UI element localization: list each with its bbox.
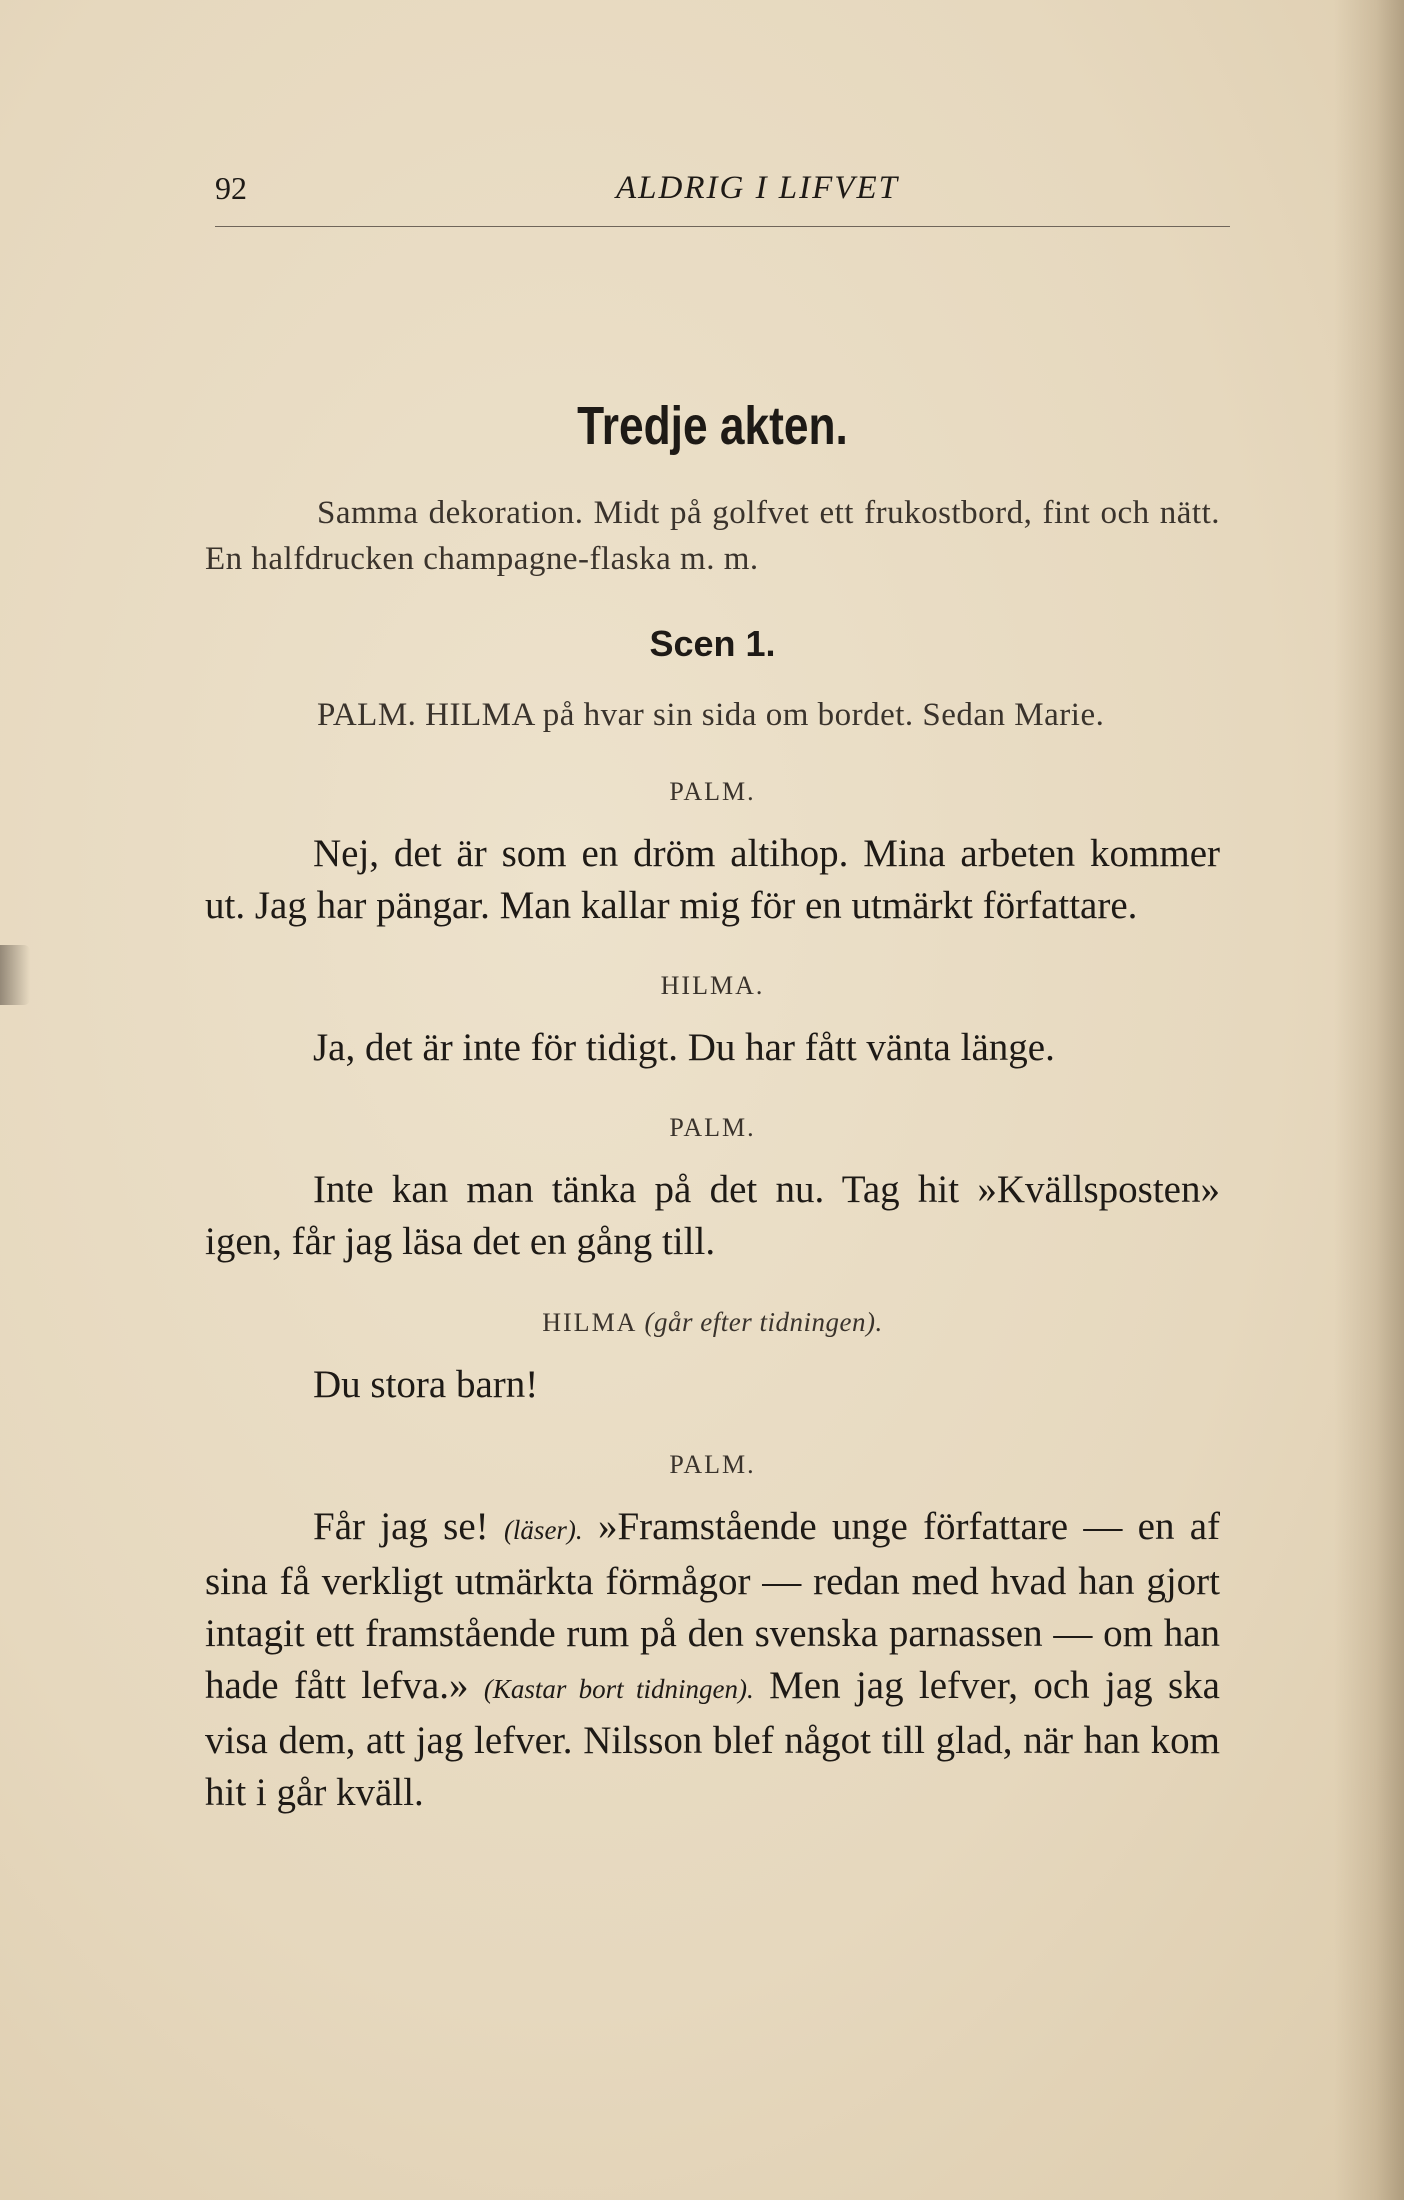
speaker-label: PALM. (669, 1450, 756, 1479)
dialogue-text: »Framstående unge författare — en af sina få verkligt utmärkta förmågor — redan med hvad han gjort intagit ett framstående rum på den svenska parnassen — om han hade fått lefva.» (205, 1505, 1221, 1707)
dialogue-text: Får jag se! (313, 1505, 489, 1548)
running-title: ALDRIG I LIFVET (616, 170, 899, 206)
dialogue-line: Inte kan man tänka på det nu. Tag hit »Kvällsposten» igen, får jag läsa det en gång till. (205, 1168, 1220, 1263)
dialogue-line (205, 1501, 1220, 1819)
binding-mark (0, 945, 30, 1005)
speaker-label: HILMA. (660, 971, 765, 1000)
speaker-label: PALM. (669, 777, 756, 806)
page-header (215, 160, 1230, 227)
stage-direction-inline: (Kastar bort tidningen). (483, 1674, 754, 1704)
act-title: Tredje akten. (577, 396, 848, 456)
scene-title: Scen 1. (649, 623, 776, 664)
page-number: 92 (215, 170, 247, 206)
dialogue-text: Men jag lefver, och jag ska visa dem, att jag lefver. Nilsson blef något till glad, när han kom hit i går kväll. (205, 1664, 1220, 1814)
page-content (205, 396, 1221, 1819)
dialogue-line: Nej, det är som en dröm altihop. Mina arbeten kommer ut. Jag har pängar. Man kallar mig för en utmärkt författare. (205, 832, 1220, 927)
dialogue-line: Du stora barn! (313, 1363, 539, 1406)
page-edge-shadow (1334, 0, 1404, 2200)
speaker-label: HILMA (542, 1308, 637, 1337)
stage-direction-inline: (läser). (503, 1515, 583, 1545)
speaker-label: PALM. (669, 1113, 756, 1142)
speaker-with-direction (205, 1296, 1220, 1349)
stage-direction-characters: PALM. HILMA på hvar sin sida om bordet. Sedan Marie. (317, 697, 1105, 733)
dialogue-line: Ja, det är inte för tidigt. Du har fått vänta länge. (313, 1026, 1055, 1069)
stage-direction-setting: Samma dekoration. Midt på golfvet ett frukostbord, fint och nätt. En halfdrucken champagne-flaska m. m. (205, 495, 1220, 577)
stage-direction-inline: (går efter tidningen). (644, 1307, 883, 1337)
